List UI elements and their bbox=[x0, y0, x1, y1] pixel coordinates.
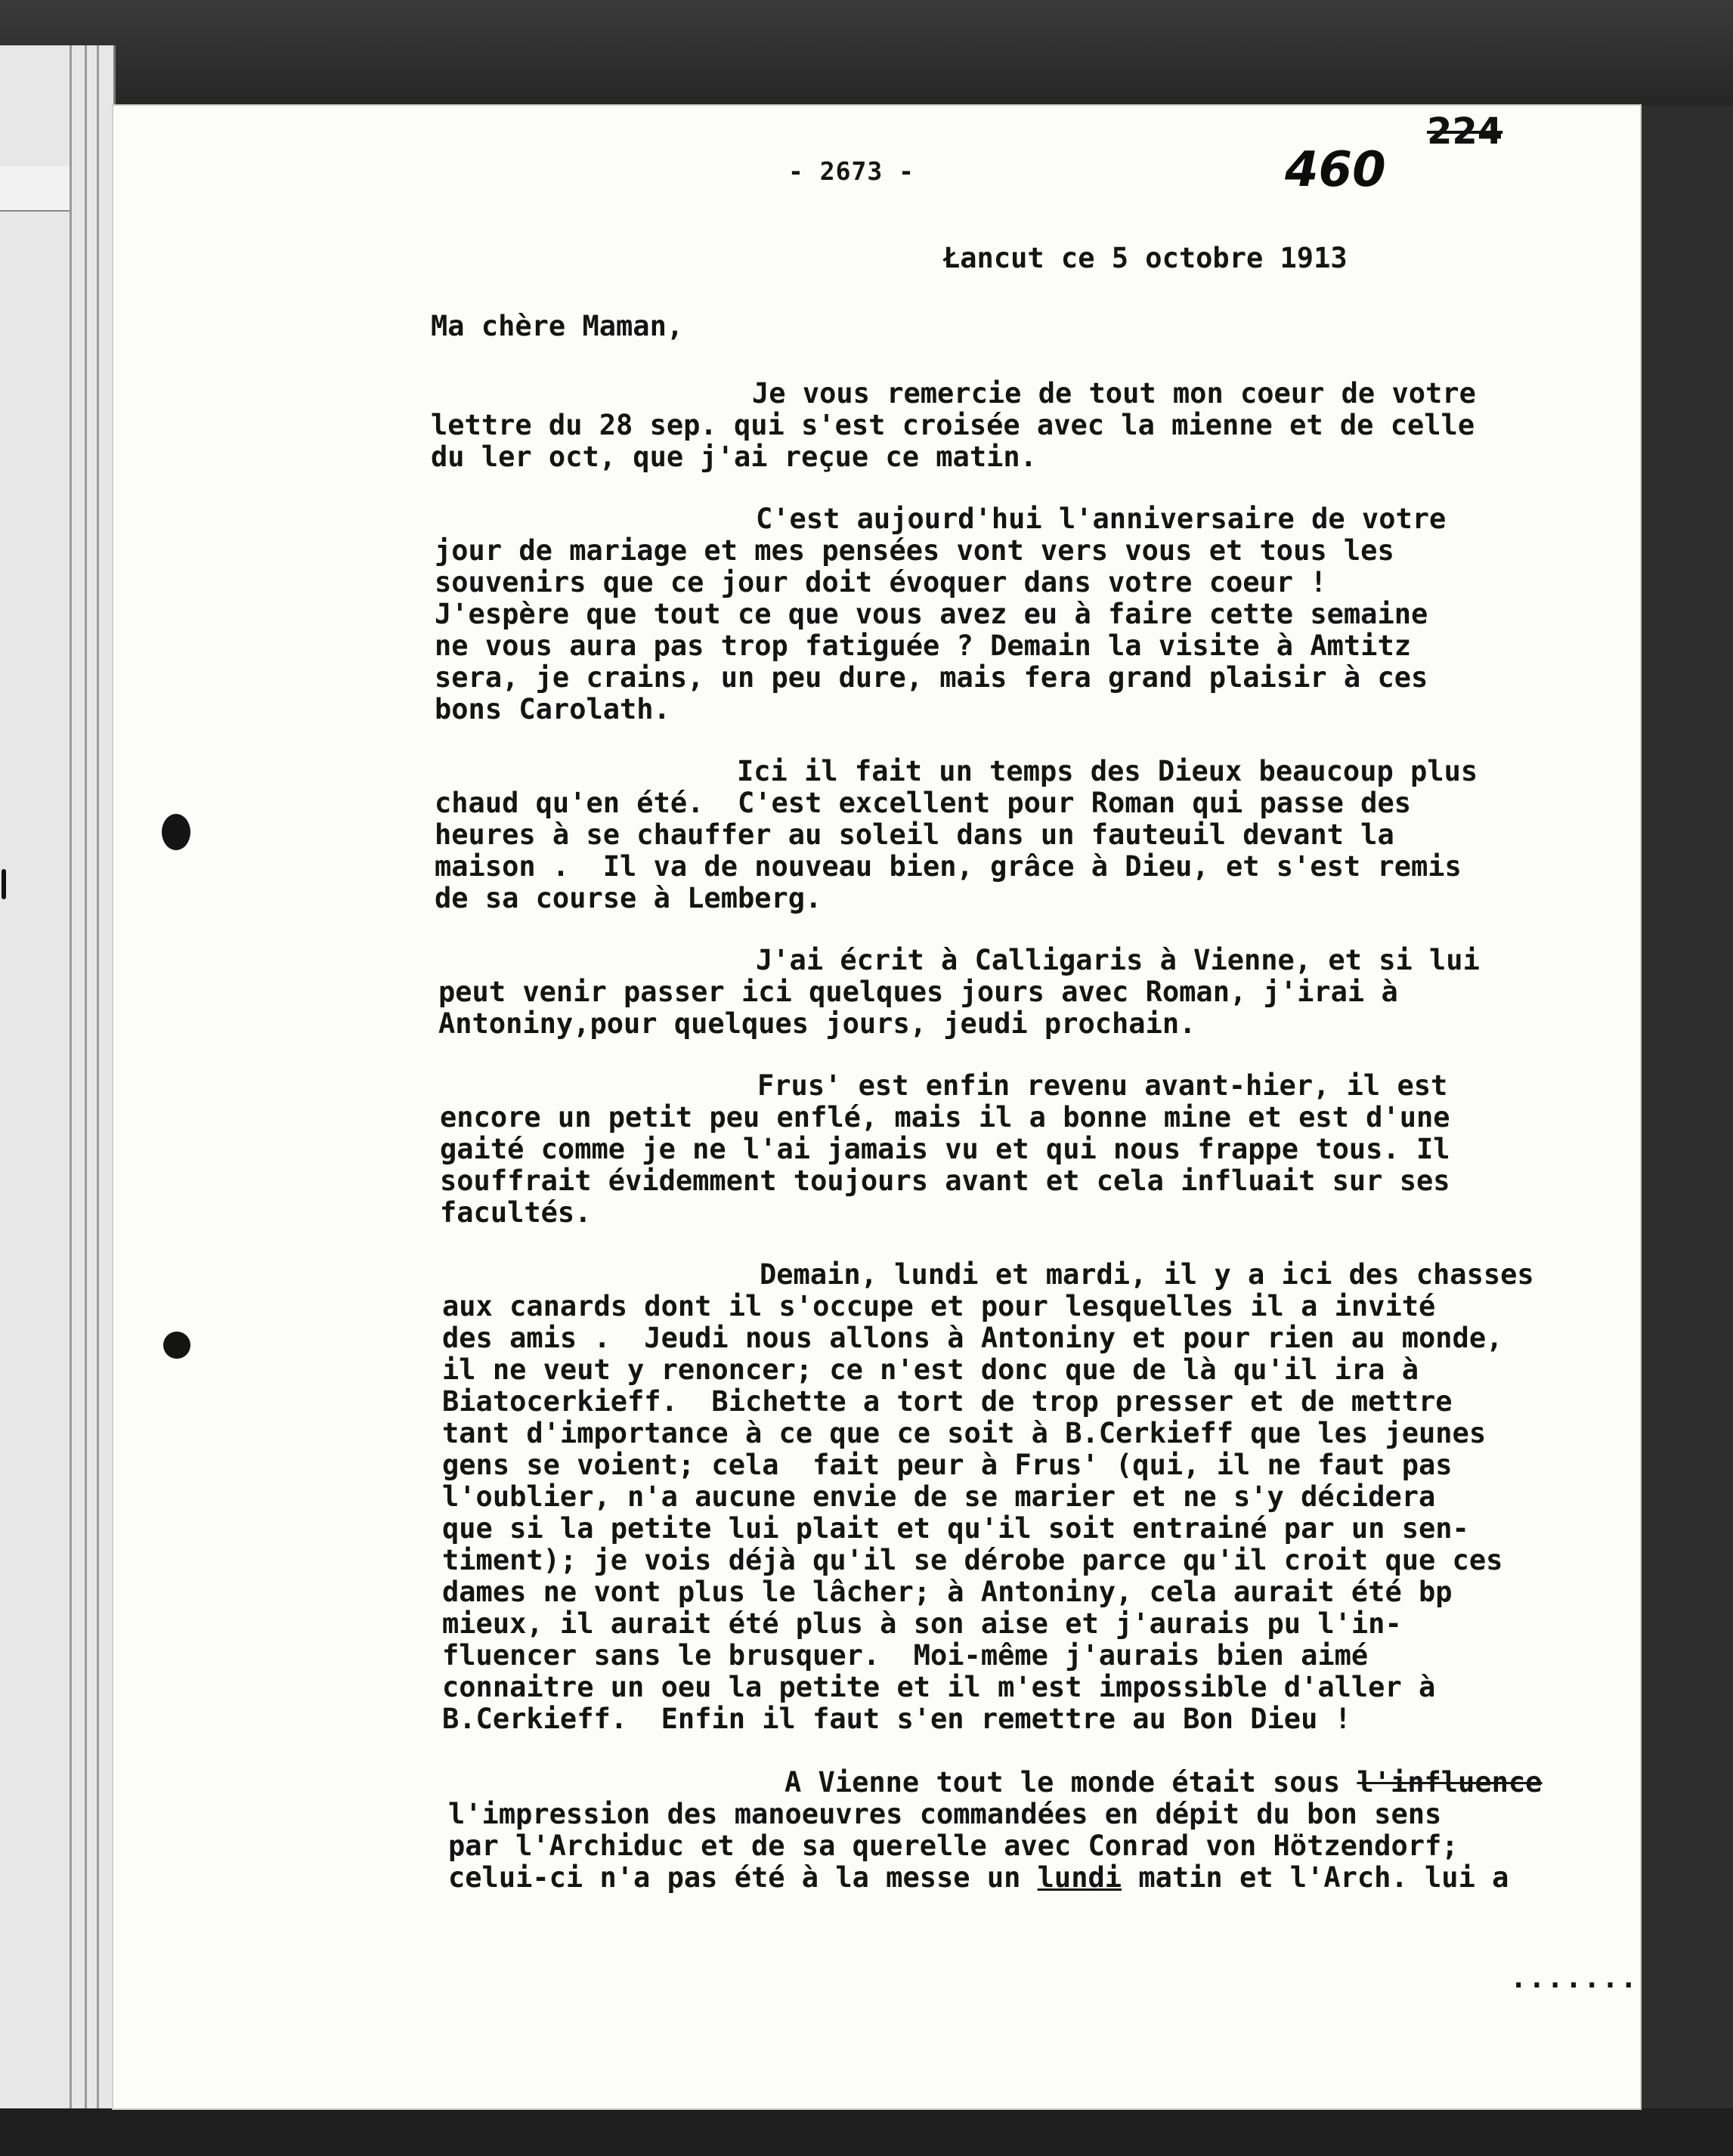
text-line: Biatocerkieff. Bichette a tort de trop presser et de mettre bbox=[442, 1385, 1453, 1418]
text-run: A Vienne tout le monde était sous bbox=[784, 1766, 1357, 1799]
text-line: maison . Il va de nouveau bien, grâce à Dieu, et s'est remis bbox=[435, 850, 1462, 883]
text-line: aux canards dont il s'occupe et pour lesquelles il a invité bbox=[442, 1290, 1436, 1322]
text-line: B.Cerkieff. Enfin il faut s'en remettre au Bon Dieu ! bbox=[442, 1703, 1351, 1735]
binding-mark bbox=[2, 869, 6, 899]
text-line: J'espère que tout ce que vous avez eu à faire cette semaine bbox=[435, 598, 1428, 630]
background-top bbox=[0, 0, 1733, 106]
text-line: jour de mariage et mes pensées vont vers vous et tous les bbox=[435, 534, 1394, 567]
text-line: de sa course à Lemberg. bbox=[435, 882, 822, 914]
text-line: tant d'importance à ce que ce soit à B.Cerkieff que les jeunes bbox=[442, 1417, 1487, 1449]
text-line: facultés. bbox=[440, 1196, 592, 1229]
text-line: sera, je crains, un peu dure, mais fera grand plaisir à ces bbox=[435, 661, 1428, 694]
text-line: gens se voient; cela fait peur à Frus' (qui, il ne faut pas bbox=[442, 1449, 1453, 1481]
dateline: Łancut ce 5 octobre 1913 bbox=[943, 242, 1348, 274]
text-line: l'oublier, n'a aucune envie de se marier et ne s'y décidera bbox=[442, 1480, 1436, 1513]
text-line: heures à se chauffer au soleil dans un fauteuil devant la bbox=[435, 818, 1394, 851]
text-line: J'ai écrit à Calligaris à Vienne, et si lui bbox=[756, 944, 1480, 976]
page-edge bbox=[97, 45, 99, 2124]
page-edge bbox=[70, 45, 72, 2124]
text-line: Frus' est enfin revenu avant-hier, il est bbox=[757, 1069, 1448, 1102]
letter-page bbox=[113, 106, 1640, 2108]
folio-number-struck: 224 bbox=[1427, 110, 1503, 153]
text-line: lettre du 28 sep. qui s'est croisée avec la mienne et de celle bbox=[431, 409, 1475, 441]
page-edge bbox=[85, 45, 87, 2124]
text-line: du ler oct, que j'ai reçue ce matin. bbox=[431, 441, 1037, 473]
text-line: Ici il fait un temps des Dieux beaucoup plus bbox=[737, 755, 1478, 787]
text-line: timent); je vois déjà qu'il se dérobe parce qu'il croit que ces bbox=[442, 1544, 1503, 1576]
text-line: que si la petite lui plait et qu'il soit entrainé par un sen- bbox=[442, 1512, 1469, 1545]
page-number: - 2673 - bbox=[788, 156, 914, 186]
salutation: Ma chère Maman, bbox=[431, 310, 684, 342]
continuation-dots: ....... bbox=[1510, 1962, 1639, 1994]
punch-hole bbox=[163, 1332, 190, 1359]
text-line: chaud qu'en été. C'est excellent pour Roman qui passe des bbox=[435, 787, 1412, 819]
text-line: ne vous aura pas trop fatiguée ? Demain la visite à Amtitz bbox=[435, 629, 1412, 662]
punch-hole bbox=[162, 814, 190, 850]
text-line: peut venir passer ici quelques jours avec Roman, j'irai à bbox=[438, 976, 1398, 1008]
background-bottom bbox=[0, 2108, 1733, 2156]
struck-word: l'influence bbox=[1357, 1766, 1543, 1799]
text-line: bons Carolath. bbox=[435, 693, 670, 725]
text-line: par l'Archiduc et de sa querelle avec Conrad von Hötzendorf; bbox=[448, 1830, 1459, 1862]
text-line: gaité comme je ne l'ai jamais vu et qui nous frappe tous. Il bbox=[440, 1133, 1450, 1165]
text-line: Je vous remercie de tout mon coeur de votre bbox=[752, 377, 1476, 410]
text-line: dames ne vont plus le lâcher; à Antoniny, cela aurait été bp bbox=[442, 1576, 1453, 1608]
stack-tab bbox=[0, 183, 70, 212]
text-line: l'impression des manoeuvres commandées en dépit du bon sens bbox=[448, 1798, 1442, 1830]
text-line: C'est aujourd'hui l'anniversaire de votre bbox=[756, 503, 1447, 535]
text-line: connaitre un oeu la petite et il m'est impossible d'aller à bbox=[442, 1671, 1436, 1703]
folio-number: 460 bbox=[1285, 142, 1386, 198]
text-line: des amis . Jeudi nous allons à Antoniny et pour rien au monde, bbox=[442, 1322, 1503, 1354]
text-line: souvenirs que ce jour doit évoquer dans votre coeur ! bbox=[435, 566, 1327, 599]
text-run: celui-ci n'a pas été à la messe un bbox=[448, 1861, 1038, 1894]
text-line: souffrait évidemment toujours avant et cela influait sur ses bbox=[440, 1165, 1450, 1197]
underlined-word: lundi bbox=[1037, 1861, 1122, 1894]
text-line: fluencer sans le brusquer. Moi-même j'aurais bien aimé bbox=[442, 1639, 1369, 1672]
text-line bbox=[448, 1861, 1509, 1894]
text-line: Demain, lundi et mardi, il y a ici des chasses bbox=[760, 1258, 1534, 1291]
text-line: encore un petit peu enflé, mais il a bonne mine et est d'une bbox=[440, 1101, 1450, 1134]
text-line: mieux, il aurait été plus à son aise et j'aurais pu l'in- bbox=[442, 1607, 1402, 1640]
text-run: matin et l'Arch. lui a bbox=[1122, 1861, 1509, 1894]
text-line: Antoniny,pour quelques jours, jeudi prochain. bbox=[438, 1007, 1196, 1040]
text-line: il ne veut y renoncer; ce n'est donc que de là qu'il ira à bbox=[442, 1353, 1419, 1386]
text-line bbox=[784, 1766, 1543, 1799]
